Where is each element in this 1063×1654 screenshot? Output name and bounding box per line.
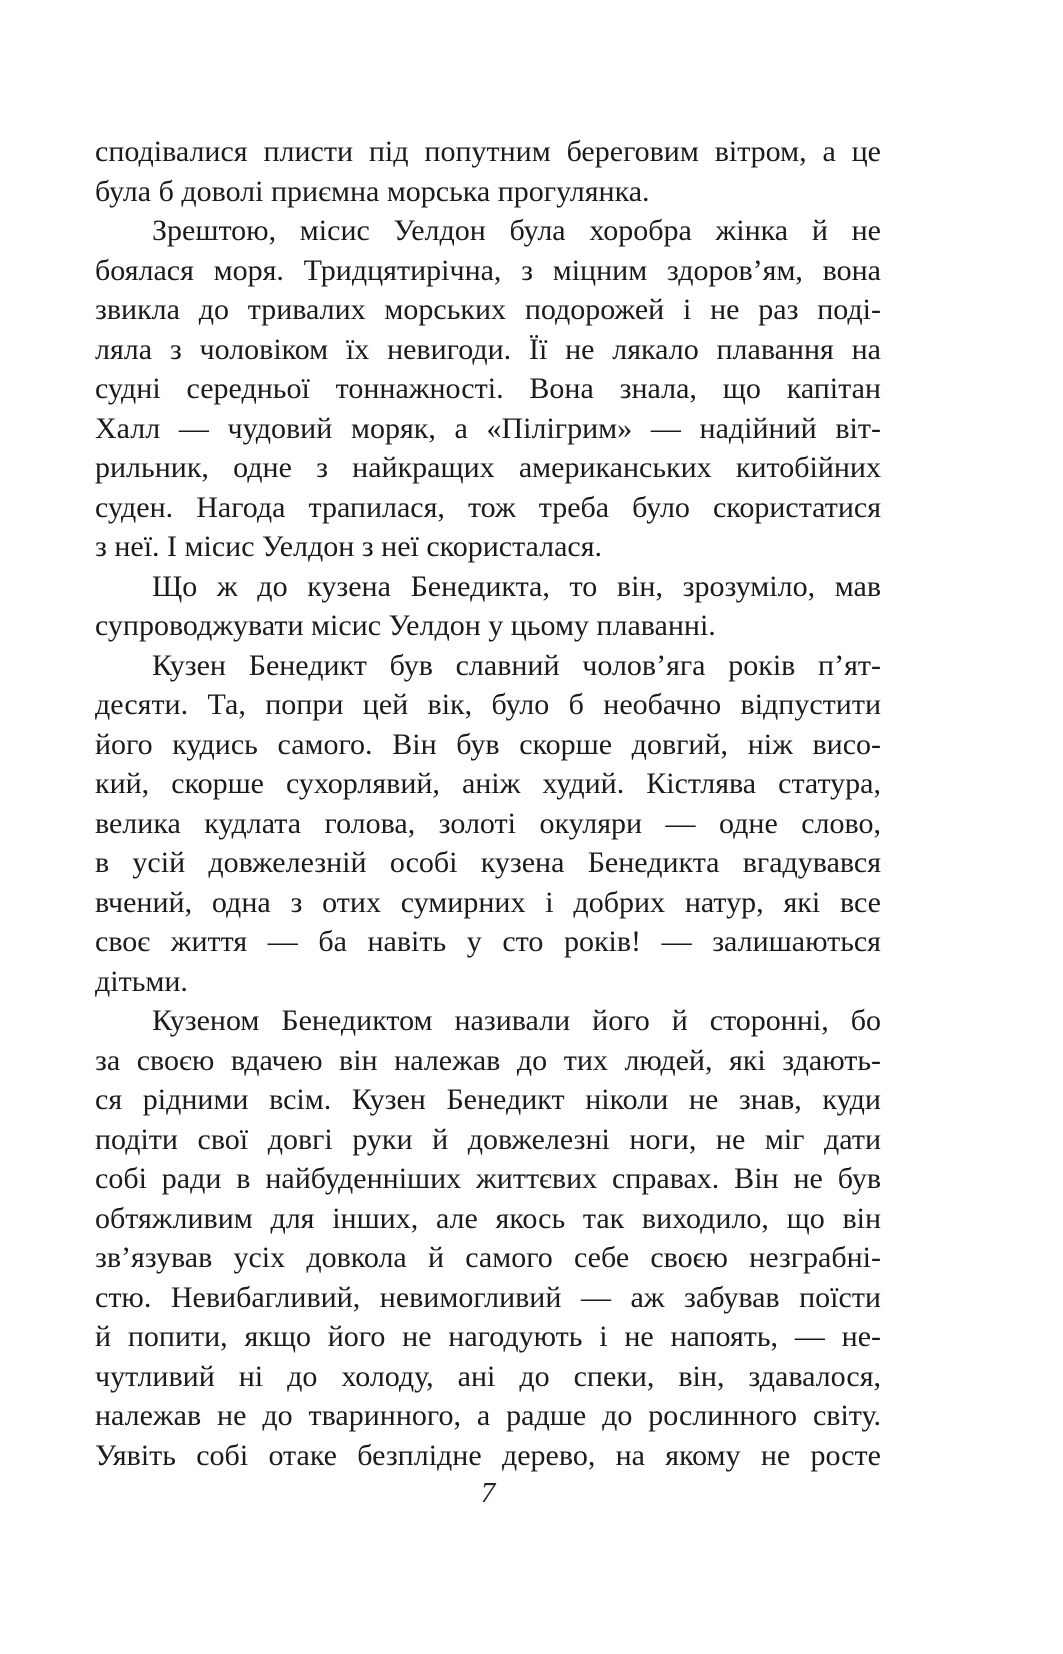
text-line: Уявіть собі отаке безплідне дерево, на якому не росте bbox=[95, 1438, 881, 1472]
text-line: суден. Нагода трапилася, тож треба було скористатися bbox=[95, 490, 881, 524]
text-line: зв’язував усіх довкола й самого себе своєю незграбні- bbox=[95, 1241, 881, 1274]
text-line: чутливий ні до холоду, ані до спеки, він, здавалося, bbox=[95, 1359, 881, 1393]
text-line: з неї. І місис Уелдон з неї скористалася. bbox=[95, 530, 603, 563]
page-number: 7 bbox=[480, 1477, 496, 1509]
text-line: судні середньої тоннажності. Вона знала, що капітан bbox=[95, 372, 881, 405]
text-line: Кузеном Бенедиктом називали його й сторонні, бо bbox=[152, 1004, 881, 1037]
text-line: була б доволі приємна морська прогулянка. bbox=[95, 174, 650, 208]
text-line: обтяжливим для інших, але якось так виходило, що він bbox=[95, 1201, 881, 1235]
text-line: ся рідними всім. Кузен Бенедикт ніколи не знав, куди bbox=[95, 1083, 881, 1116]
text-line: боялася моря. Тридцятирічна, з міцним здоров’ям, вона bbox=[95, 253, 881, 287]
body-text bbox=[95, 132, 881, 1475]
text-line: дітьми. bbox=[95, 964, 188, 998]
text-line: собі ради в найбуденніших життєвих справах. Він не був bbox=[95, 1162, 881, 1195]
text-line: Що ж до кузена Бенедикта, то він, зрозуміло, мав bbox=[152, 569, 881, 603]
text-line: й попити, якщо його не нагодують і не напоять, — не- bbox=[95, 1320, 881, 1353]
text-line: велика кудлата голова, золоті окуляри — одне слово, bbox=[95, 806, 881, 840]
text-line: стю. Невибагливий, невимогливий — аж забував поїсти bbox=[95, 1280, 881, 1314]
text-line: супроводжувати місис Уелдон у цьому плаванні. bbox=[95, 609, 716, 642]
text-line: кий, скорше сухорлявий, аніж худий. Кістлява статура, bbox=[95, 767, 881, 800]
text-line: вчений, одна з отих сумирних і добрих натур, які все bbox=[95, 885, 881, 919]
text-line: звикла до тривалих морських подорожей і не раз поді- bbox=[95, 293, 881, 326]
text-line: сподівалися плисти під попутним береговим вітром, а це bbox=[95, 135, 881, 168]
text-line: Халл — чудовий моряк, а «Пілігрим» — надійний віт- bbox=[95, 411, 881, 445]
text-line: його кудись самого. Він був скорше довгий, ніж висо- bbox=[95, 727, 881, 761]
text-line: належав не до тваринного, а радше до рослинного світу. bbox=[95, 1399, 881, 1432]
text-line: рильник, одне з найкращих американських китобійних bbox=[95, 451, 881, 484]
text-line: подіти свої довгі руки й довжелезні ноги, не міг дати bbox=[95, 1122, 881, 1156]
text-line: в усій довжелезній особі кузена Бенедикта вгадувався bbox=[95, 846, 881, 879]
text-line: Кузен Бенедикт був славний чолов’яга років п’ят- bbox=[152, 648, 881, 682]
text-line: за своєю вдачею він належав до тих людей, які здають- bbox=[95, 1043, 881, 1077]
text-line: своє життя — ба навіть у сто років! — залишаються bbox=[95, 925, 881, 958]
text-line: Зрештою, місис Уелдон була хоробра жінка й не bbox=[152, 214, 881, 247]
text-line: ляла з чоловіком їх невигоди. Її не лякало плавання на bbox=[95, 332, 881, 366]
text-line: десяти. Та, попри цей вік, було б необачно відпустити bbox=[95, 688, 881, 721]
